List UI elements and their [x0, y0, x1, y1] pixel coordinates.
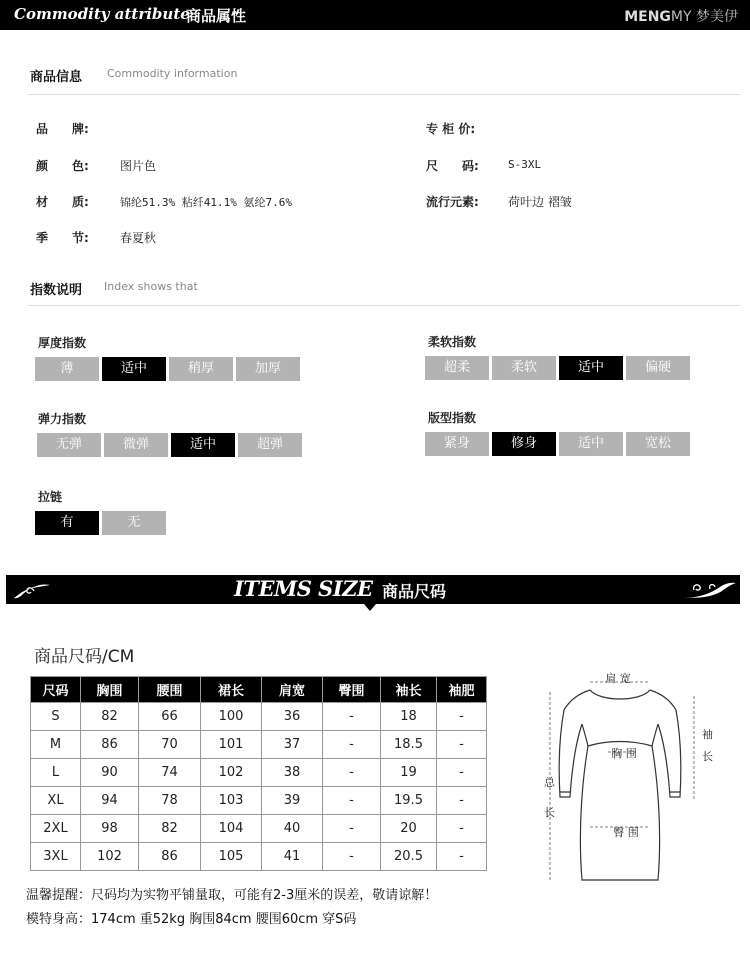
table-cell: 18.5	[381, 731, 437, 759]
table-cell: 101	[201, 731, 262, 759]
table-cell: -	[437, 815, 487, 843]
table-cell: 36	[262, 703, 323, 731]
attr-price: 专 柜 价:	[426, 122, 476, 136]
table-cell: 19.5	[381, 787, 437, 815]
sleeve-label-a: 袖	[702, 728, 713, 741]
size-table-heading: 商品尺码/CM	[34, 647, 135, 667]
table-cell: 102	[201, 759, 262, 787]
info-divider	[28, 94, 740, 95]
table-row	[31, 843, 487, 871]
table-cell: 105	[201, 843, 262, 871]
zipper-scale	[35, 511, 166, 535]
table-cell: -	[323, 759, 381, 787]
table-cell: 100	[201, 703, 262, 731]
ornament-right-icon	[680, 579, 738, 601]
table-cell: 82	[139, 815, 201, 843]
warning-note: 温馨提醒：尺码均为实物平铺量取，可能有2-3厘米的误差，敬请谅解！	[26, 888, 438, 903]
index-option: 适中	[102, 357, 166, 381]
table-cell: 66	[139, 703, 201, 731]
table-cell: 86	[81, 731, 139, 759]
index-option: 适中	[559, 356, 623, 380]
attr-season: 季 节: 春夏秋	[36, 231, 157, 245]
attr-brand: 品 牌:	[36, 122, 89, 136]
index-option: 稍厚	[169, 357, 233, 381]
zipper-title: 拉链	[38, 490, 63, 504]
table-cell: 41	[262, 843, 323, 871]
index-option: 加厚	[236, 357, 300, 381]
index-option: 偏硬	[626, 356, 690, 380]
attr-size: 尺 码: S-3XL	[426, 158, 542, 173]
table-cell: S	[31, 703, 81, 731]
dress-outline-icon	[559, 690, 681, 880]
index-option: 宽松	[626, 432, 690, 456]
table-cell: -	[437, 843, 487, 871]
fit-title: 版型指数	[428, 411, 477, 425]
table-cell: -	[323, 703, 381, 731]
table-cell: -	[437, 731, 487, 759]
table-cell: 20	[381, 815, 437, 843]
col-header: 腰围	[139, 677, 201, 703]
banner-notch	[364, 604, 376, 611]
index-option: 适中	[171, 433, 235, 457]
index-title: 指数说明	[30, 283, 83, 298]
thickness-scale	[35, 357, 300, 381]
table-cell: 2XL	[31, 815, 81, 843]
index-option: 紧身	[425, 432, 489, 456]
sleeve-label-b: 长	[702, 750, 713, 763]
index-option: 超弹	[238, 433, 302, 457]
col-header: 裙长	[201, 677, 262, 703]
fit-scale	[425, 432, 690, 456]
header-en-title: Commodity attribute	[14, 5, 190, 23]
index-option: 适中	[559, 432, 623, 456]
table-cell: 18	[381, 703, 437, 731]
table-cell: 94	[81, 787, 139, 815]
table-cell: 103	[201, 787, 262, 815]
shoulder-label: 肩 宽	[605, 672, 631, 685]
table-cell: -	[323, 815, 381, 843]
ornament-left-icon	[12, 581, 52, 601]
elasticity-title: 弹力指数	[38, 412, 87, 426]
table-row	[31, 731, 487, 759]
thickness-title: 厚度指数	[38, 336, 87, 350]
table-cell: -	[323, 731, 381, 759]
index-option: 修身	[492, 432, 556, 456]
table-cell: 82	[81, 703, 139, 731]
col-header: 胸围	[81, 677, 139, 703]
table-cell: 104	[201, 815, 262, 843]
table-cell: 102	[81, 843, 139, 871]
table-row	[31, 703, 487, 731]
attr-style: 流行元素: 荷叶边 褶皱	[426, 195, 572, 209]
info-title: 商品信息	[30, 70, 83, 85]
length-label-b: 长	[544, 806, 555, 819]
index-option: 柔软	[492, 356, 556, 380]
model-note: 模特身高：174cm 重52kg 胸围84cm 腰围60cm 穿S码	[26, 912, 357, 927]
table-cell: 38	[262, 759, 323, 787]
attr-color: 颜 色: 图片色	[36, 159, 157, 173]
attr-material: 材 质: 锦纶51.3% 粘纤41.1% 氨纶7.6%	[36, 195, 292, 209]
brand-logo: MENGMY 梦美伊	[624, 9, 738, 25]
table-cell: 39	[262, 787, 323, 815]
table-row	[31, 759, 487, 787]
table-cell: -	[437, 787, 487, 815]
info-subtitle: Commodity information	[107, 67, 238, 80]
size-table	[30, 676, 487, 871]
softness-title: 柔软指数	[428, 335, 477, 349]
table-cell: 19	[381, 759, 437, 787]
col-header: 袖长	[381, 677, 437, 703]
hip-label: 臀 围	[613, 826, 639, 839]
items-size-cn-title: 商品尺码	[382, 582, 447, 601]
table-row	[31, 815, 487, 843]
col-header: 肩宽	[262, 677, 323, 703]
items-size-en-title: ITEMS SIZE	[234, 576, 373, 601]
chest-label: 胸 围	[611, 747, 637, 760]
table-row	[31, 787, 487, 815]
index-option: 无弹	[37, 433, 101, 457]
table-cell: 20.5	[381, 843, 437, 871]
col-header: 臀围	[323, 677, 381, 703]
items-size-banner	[6, 575, 740, 604]
dress-measurement-diagram	[530, 662, 716, 910]
size-table-header	[31, 677, 487, 703]
header-bar	[0, 0, 750, 30]
table-cell: 40	[262, 815, 323, 843]
table-cell: L	[31, 759, 81, 787]
table-cell: 37	[262, 731, 323, 759]
index-option: 超柔	[425, 356, 489, 380]
index-subtitle: Index shows that	[104, 280, 198, 293]
table-cell: 98	[81, 815, 139, 843]
table-cell: -	[323, 787, 381, 815]
index-option: 薄	[35, 357, 99, 381]
table-cell: M	[31, 731, 81, 759]
index-option: 有	[35, 511, 99, 535]
col-header: 袖肥	[437, 677, 487, 703]
table-cell: XL	[31, 787, 81, 815]
table-cell: 74	[139, 759, 201, 787]
table-cell: 3XL	[31, 843, 81, 871]
col-header: 尺码	[31, 677, 81, 703]
index-option: 微弹	[104, 433, 168, 457]
table-cell: -	[437, 759, 487, 787]
table-cell: 86	[139, 843, 201, 871]
elasticity-scale	[37, 433, 302, 457]
table-cell: -	[323, 843, 381, 871]
softness-scale	[425, 356, 690, 380]
table-cell: 78	[139, 787, 201, 815]
length-label-a: 总	[544, 776, 555, 789]
index-option: 无	[102, 511, 166, 535]
table-cell: 70	[139, 731, 201, 759]
table-cell: 90	[81, 759, 139, 787]
table-cell: -	[437, 703, 487, 731]
header-cn-title: 商品属性	[186, 7, 247, 25]
index-divider	[28, 305, 740, 306]
